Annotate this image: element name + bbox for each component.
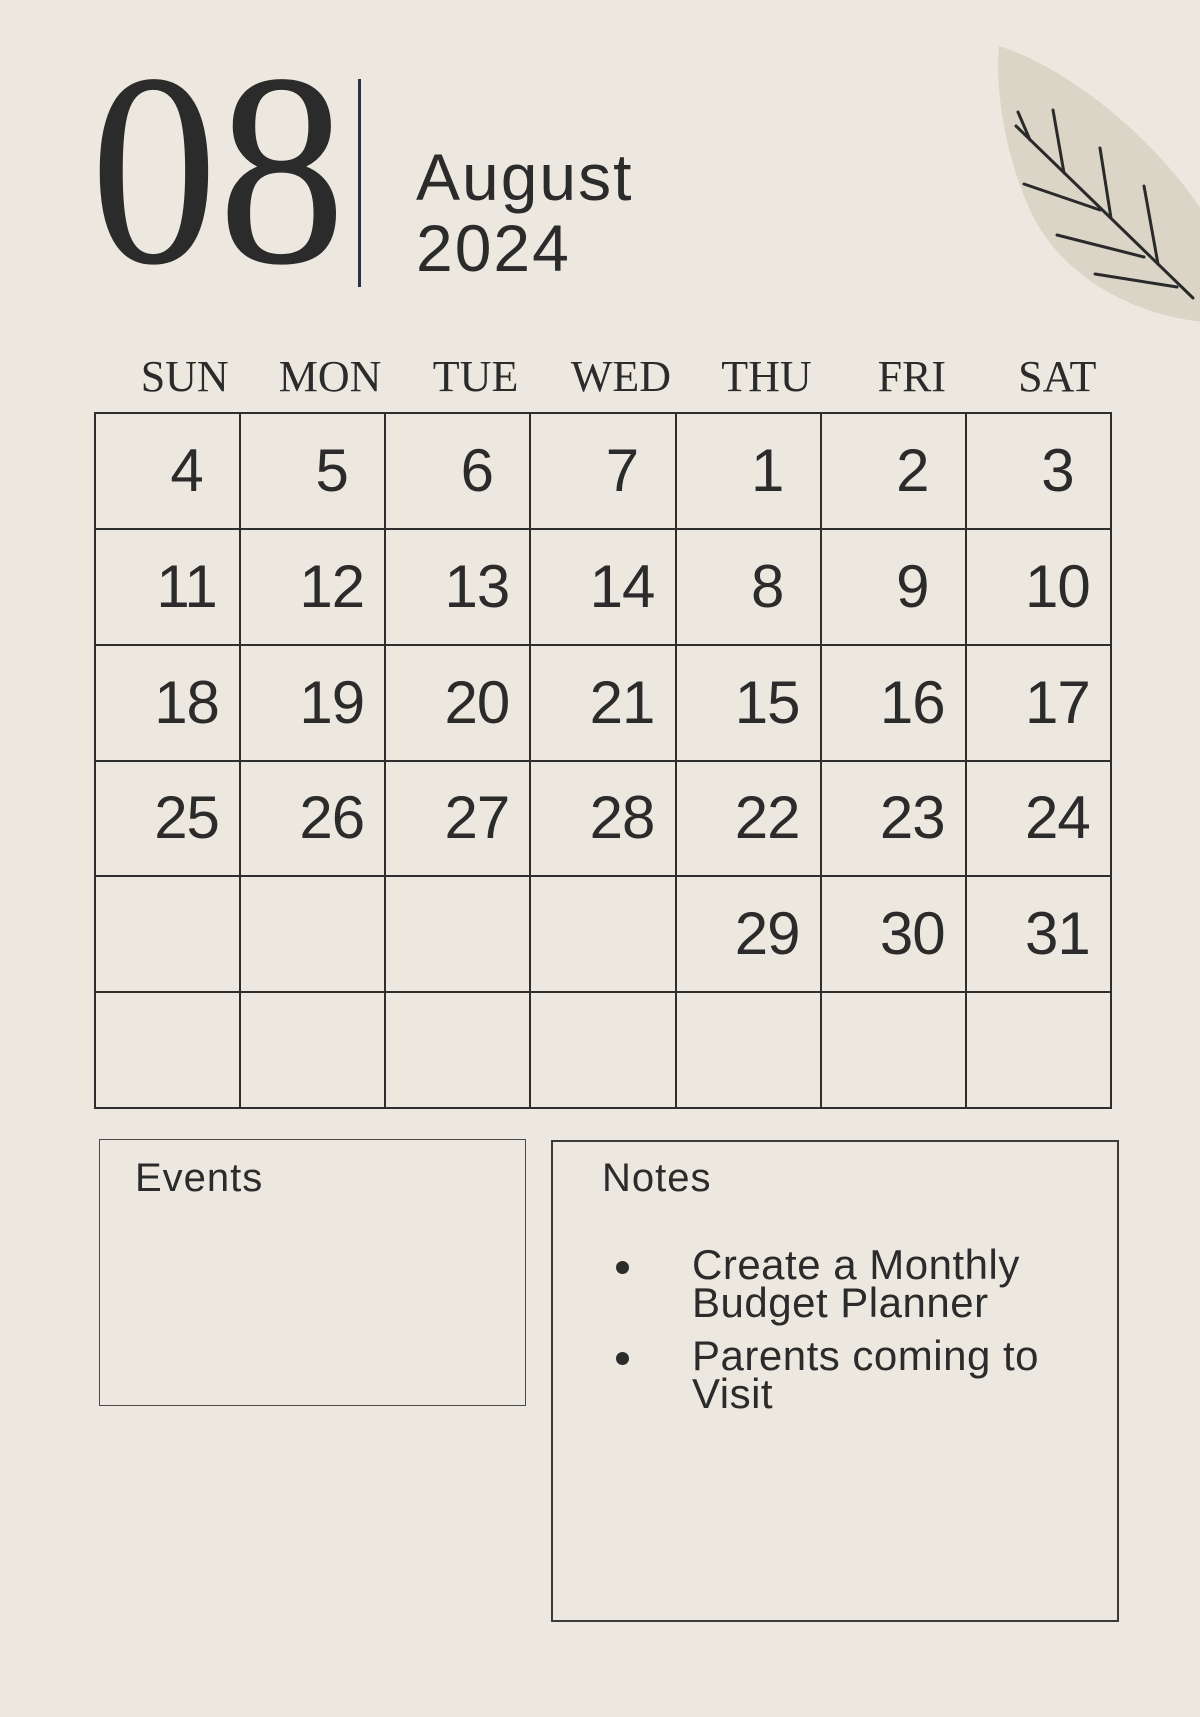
day-cell: 7 [531, 414, 674, 528]
weekday-wed: WED [570, 352, 672, 401]
day-cell [386, 877, 529, 991]
notes-title: Notes [602, 1156, 712, 1200]
day-cell [241, 877, 384, 991]
note-item [553, 1332, 1117, 1417]
day-cell: 5 [241, 414, 384, 528]
weekday-header-row [94, 352, 1112, 401]
events-title: Events [135, 1156, 264, 1200]
weekday-thu: THU [721, 352, 812, 401]
day-cell: 24 [967, 762, 1110, 876]
weekday-sun: SUN [140, 352, 229, 401]
day-cell: 15 [677, 646, 820, 760]
day-cell: 22 [677, 762, 820, 876]
month-number: 08 [90, 18, 346, 322]
day-cell [531, 877, 674, 991]
day-cell: 1 [677, 414, 820, 528]
day-cell [677, 993, 820, 1107]
day-cell: 4 [96, 414, 239, 528]
day-cell: 30 [822, 877, 965, 991]
day-cell: 17 [967, 646, 1110, 760]
day-cell [822, 993, 965, 1107]
day-cell: 19 [241, 646, 384, 760]
day-cell: 20 [386, 646, 529, 760]
day-cell: 10 [967, 530, 1110, 644]
day-cell: 21 [531, 646, 674, 760]
day-cell: 13 [386, 530, 529, 644]
day-cell: 2 [822, 414, 965, 528]
day-cell: 8 [677, 530, 820, 644]
bullet-icon [616, 1261, 629, 1274]
calendar-grid [94, 412, 1112, 1109]
weekday-mon: MON [278, 352, 382, 401]
day-cell: 25 [96, 762, 239, 876]
note-text: Parents coming to Visit [692, 1332, 1040, 1417]
month-name: August [416, 140, 634, 214]
day-cell: 12 [241, 530, 384, 644]
leaf-icon [990, 40, 1200, 330]
year: 2024 [416, 211, 571, 285]
notes-box [551, 1140, 1119, 1622]
day-cell: 6 [386, 414, 529, 528]
day-cell [241, 993, 384, 1107]
day-cell: 28 [531, 762, 674, 876]
day-cell [531, 993, 674, 1107]
day-cell: 11 [96, 530, 239, 644]
day-cell: 29 [677, 877, 820, 991]
header-divider [358, 79, 361, 287]
bullet-icon [616, 1352, 629, 1365]
day-cell: 16 [822, 646, 965, 760]
day-cell: 18 [96, 646, 239, 760]
weekday-fri: FRI [877, 352, 947, 401]
day-cell: 27 [386, 762, 529, 876]
day-cell: 14 [531, 530, 674, 644]
day-cell: 31 [967, 877, 1110, 991]
weekday-sat: SAT [1018, 352, 1097, 401]
notes-list [553, 1241, 1117, 1428]
day-cell [96, 993, 239, 1107]
day-cell [96, 877, 239, 991]
day-cell: 26 [241, 762, 384, 876]
day-cell: 3 [967, 414, 1110, 528]
events-box [99, 1139, 526, 1406]
day-cell: 9 [822, 530, 965, 644]
day-cell [967, 993, 1110, 1107]
note-item [553, 1241, 1117, 1326]
weekday-tue: TUE [432, 352, 519, 401]
day-cell: 23 [822, 762, 965, 876]
note-text: Create a Monthly Budget Planner [692, 1241, 1020, 1326]
day-cell [386, 993, 529, 1107]
